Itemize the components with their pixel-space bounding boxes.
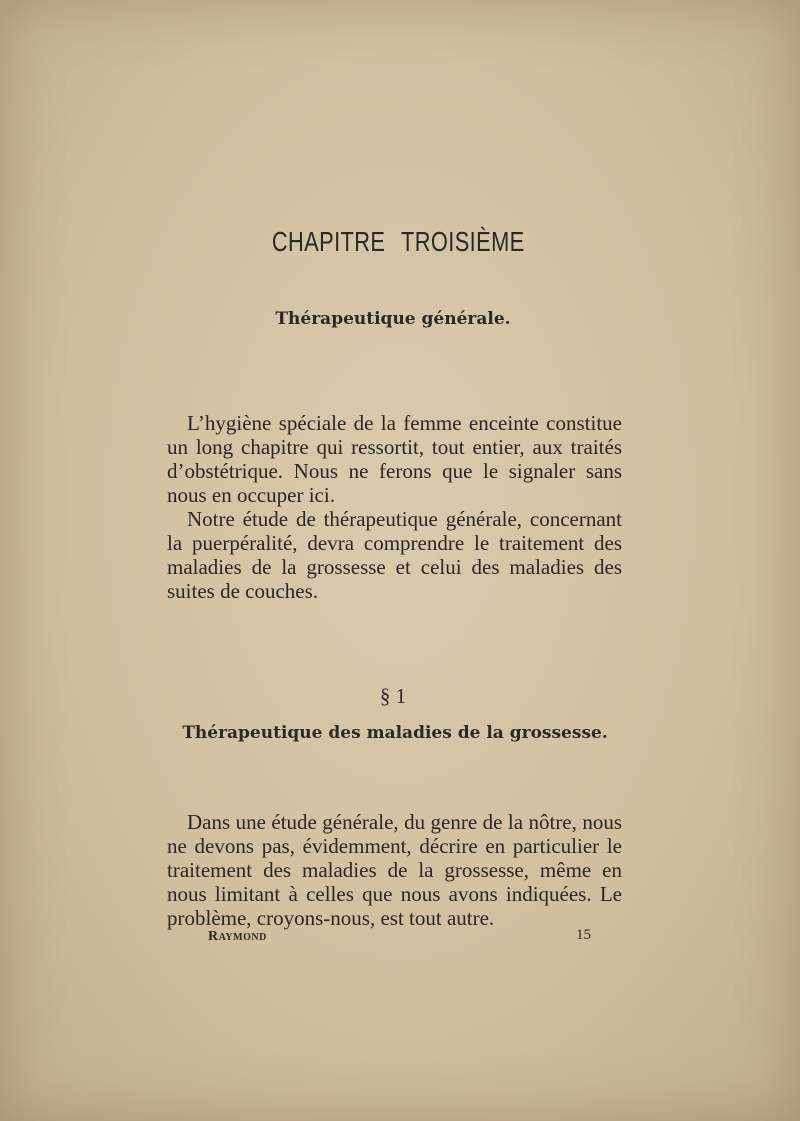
page-number: 15 (576, 927, 591, 943)
chapter-title-word2: TROISIÈME (400, 226, 525, 257)
show-through-text (200, 110, 540, 220)
intro-text (167, 411, 622, 603)
intro-paragraph-2: Notre étude de thérapeutique générale, concernant la puerpéralité, devra comprendre le traitement des maladies de la grossesse et celui des maladies des suites de couches. (167, 507, 622, 603)
chapter-title (86, 226, 710, 258)
section-paragraph-1: Dans une étude générale, du genre de la nôtre, nous ne devons pas, évidemment, décrire en particulier le traitement des maladies de la grossesse, même en nous limitant à celles que nous avons indiquées. Le problème, croyons-nous, est tout autre. (167, 810, 622, 930)
intro-paragraph-1: L’hygiène spéciale de la femme enceinte constitue un long chapitre qui ressortit, tout entier, aux traités d’obstétrique. Nous ne ferons que le signaler sans nous en occuper ici. (167, 411, 622, 507)
section-text (167, 810, 622, 930)
section-title: Thérapeutique des maladies de la grossesse. (182, 723, 608, 743)
chapter-title-word1: CHAPITRE (271, 226, 386, 257)
chapter-subtitle: Thérapeutique générale. (275, 309, 511, 329)
signature-mark: Raymond (208, 929, 267, 944)
section-mark: § 1 (379, 684, 407, 708)
